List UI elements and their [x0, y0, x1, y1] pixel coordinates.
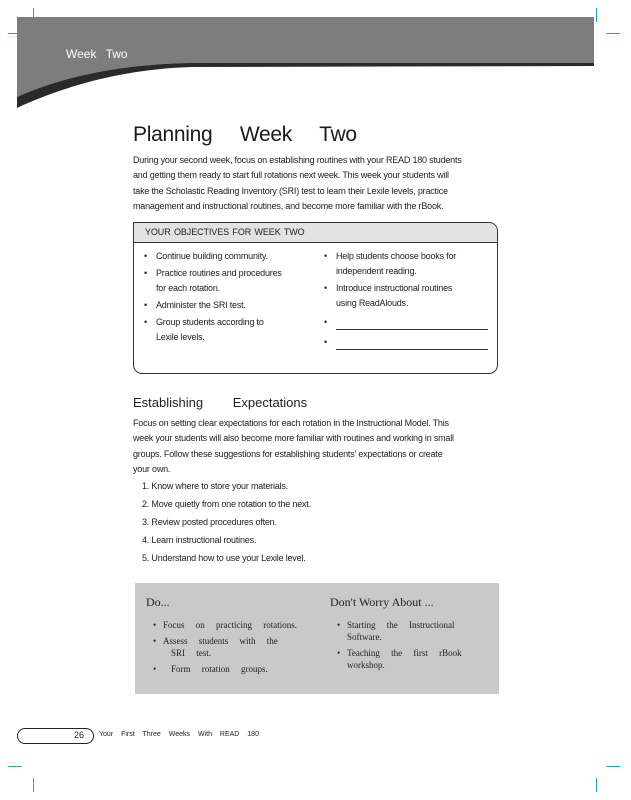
list-item: 4. Learn instructional routines. — [142, 535, 257, 545]
crop-mark — [8, 766, 22, 767]
objective-item — [324, 249, 488, 279]
objectives-right-column — [324, 249, 488, 352]
dont-worry-title: Don't Worry About ... — [330, 595, 434, 609]
crop-mark — [606, 33, 620, 34]
objective-line: Lexile levels. — [156, 332, 205, 342]
do-dont-box — [135, 583, 499, 694]
header-band — [17, 17, 594, 108]
objective-line: • Practice routines and procedures — [156, 268, 282, 278]
paragraph-line: take the Scholastic Reading Inventory (SRI) test to learn their Lexile levels, practice — [133, 185, 448, 196]
do-line: • Focus on practicing rotations. — [163, 620, 297, 630]
objectives-left-column — [144, 249, 282, 347]
do-list — [151, 619, 316, 679]
page-title: Planning Week Two — [133, 123, 357, 146]
do-item — [151, 663, 316, 675]
list-item: 3. Review posted procedures often. — [142, 517, 277, 527]
crop-mark — [606, 766, 620, 767]
objective-item — [144, 266, 282, 296]
page-number: 26 — [73, 730, 84, 740]
do-title: Do... — [146, 595, 170, 609]
objective-line: using ReadAlouds. — [336, 298, 409, 308]
blank-write-line — [336, 320, 488, 330]
list-item: 5. Understand how to use your Lexile level. — [142, 553, 306, 563]
objective-line: • Group students according to — [156, 317, 264, 327]
dont-worry-line: • Starting the Instructional — [347, 620, 455, 630]
paragraph-line: your own. — [133, 464, 171, 475]
do-item — [151, 635, 316, 659]
book-title: Your First Three Weeks With READ 180 — [99, 731, 259, 738]
crop-mark — [33, 778, 34, 792]
expectations-intro — [133, 416, 503, 478]
paragraph-line: management and instructional routines, and become more familiar with the rBook. — [133, 201, 444, 212]
expectations-list — [142, 477, 311, 567]
objective-line: for each rotation. — [156, 283, 220, 293]
list-item: 2. Move quietly from one rotation to the next. — [142, 499, 311, 509]
week-label: Week Two — [66, 47, 128, 61]
dont-worry-item — [335, 647, 490, 671]
page-footer — [17, 728, 617, 744]
paragraph-line: week your students will also become more familiar with routines and working in small — [133, 433, 454, 444]
crop-mark — [596, 778, 597, 792]
page-number-pill — [17, 728, 94, 744]
objective-blank-item — [324, 335, 488, 350]
dont-worry-line: Software. — [347, 632, 382, 642]
section-title: Establishing Expectations — [133, 395, 308, 410]
objective-line: • Introduce instructional routines — [336, 283, 453, 293]
objective-item — [144, 315, 282, 345]
dont-worry-line: workshop. — [347, 660, 385, 670]
objective-line: • Administer the SRI test. — [156, 300, 246, 310]
objective-line: independent reading. — [336, 266, 417, 276]
planning-intro — [133, 153, 493, 215]
paragraph-line: During your second week, focus on establishing routines with your READ 180 students — [133, 155, 462, 165]
paragraph-line: and getting them ready to start full rotations next week. This week your students will — [133, 170, 449, 181]
objectives-heading: YOUR OBJECTIVES FOR WEEK TWO — [134, 223, 497, 243]
dont-worry-item — [335, 619, 490, 643]
do-item — [151, 619, 316, 631]
crop-mark — [596, 8, 597, 22]
do-line: • Form rotation groups. — [171, 664, 268, 674]
dont-worry-line: • Teaching the first rBook — [347, 648, 462, 658]
do-line: SRI test. — [171, 648, 212, 658]
objective-item — [144, 298, 282, 313]
paragraph-line: groups. Follow these suggestions for establishing students' expectations or create — [133, 448, 443, 459]
objective-line: • Continue building community. — [156, 251, 268, 261]
paragraph-line: Focus on setting clear expectations for each rotation in the Instructional Model. This — [133, 418, 449, 428]
objectives-box — [133, 222, 498, 374]
list-item: 1. Know where to store your materials. — [142, 481, 288, 491]
blank-write-line — [336, 340, 488, 350]
objective-line: • Help students choose books for — [336, 251, 457, 261]
do-line: • Assess students with the — [163, 636, 278, 646]
objective-blank-item — [324, 315, 488, 330]
objective-item — [324, 281, 488, 311]
objective-item — [144, 249, 282, 264]
dont-worry-list — [335, 619, 490, 675]
